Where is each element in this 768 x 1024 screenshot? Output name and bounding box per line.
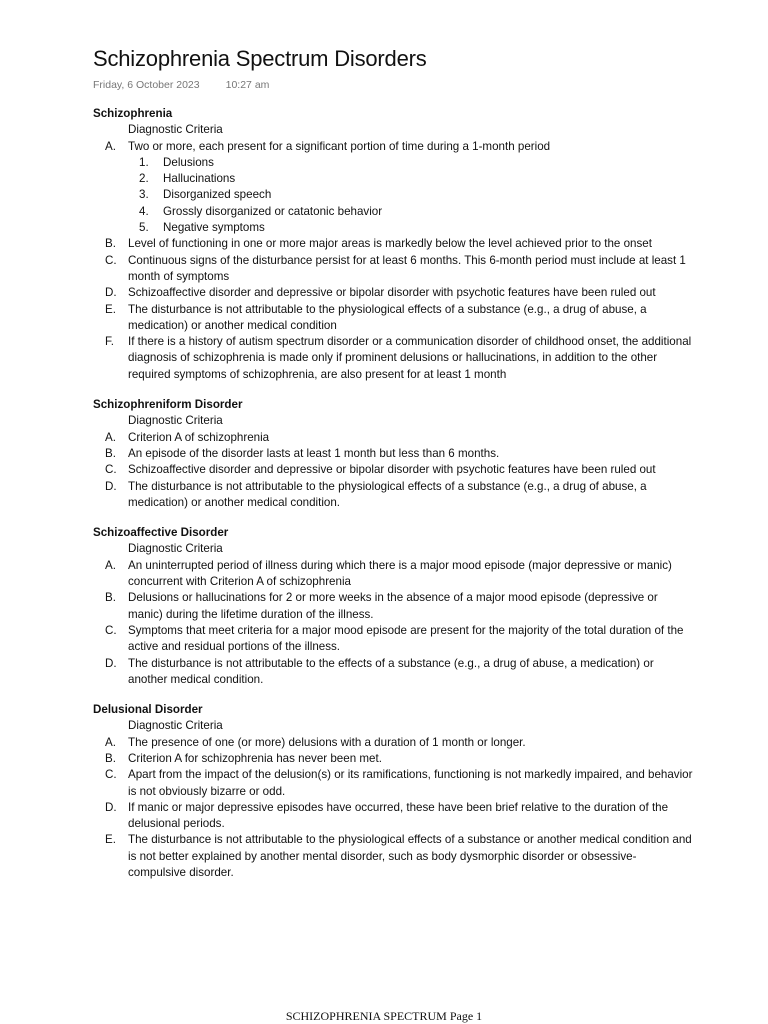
nested-list-marker: 2. [139, 172, 149, 186]
list-marker: B. [105, 751, 116, 765]
list-marker: C. [105, 253, 117, 267]
list-item-text: If manic or major depressive episodes have occurred, these have been brief relative to the duration of the delusional periods. [128, 800, 669, 831]
list-item [93, 751, 693, 767]
list-item-text: Criterion A of schizophrenia [128, 430, 270, 444]
list-marker: C. [105, 623, 117, 637]
section-subheading: Diagnostic Criteria [128, 542, 223, 556]
nested-list-item [93, 220, 693, 236]
nested-list-marker: 4. [139, 204, 149, 218]
section-subheading: Diagnostic Criteria [128, 719, 223, 733]
list-item-text: An uninterrupted period of illness during which there is a major mood episode (major depressive or manic) concurrent with Criterion A of schizophrenia [128, 558, 672, 589]
section [93, 106, 693, 383]
list-marker: F. [105, 335, 115, 349]
list-marker: D. [105, 656, 117, 670]
list-item [93, 479, 693, 512]
list-item-text: Continuous signs of the disturbance persist for at least 6 months. This 6-month period must include at least 1 month of symptoms [128, 253, 686, 283]
list-item [93, 462, 693, 478]
list-item-text: Two or more, each present for a significant portion of time during a 1-month period [128, 139, 551, 153]
list-item [93, 590, 693, 623]
list-item [93, 285, 693, 301]
document-page [93, 44, 693, 881]
section-subheading: Diagnostic Criteria [128, 123, 223, 137]
section [93, 525, 693, 688]
list-marker: B. [105, 237, 116, 251]
list-marker: E. [105, 833, 116, 847]
list-item [93, 139, 693, 155]
list-item-text: Criterion A for schizophrenia has never been met. [128, 751, 382, 765]
nested-list-marker: 3. [139, 188, 149, 202]
list-marker: A. [105, 139, 116, 153]
section-heading: Schizophreniform Disorder [93, 398, 243, 412]
section-heading: Delusional Disorder [93, 703, 203, 717]
list-item [93, 767, 693, 800]
list-item-text: Symptoms that meet criteria for a major mood episode are present for the majority of the total duration of the active and residual portions of the illness. [128, 623, 684, 654]
list-item-text: The disturbance is not attributable to the effects of a substance (e.g., a drug of abuse, a medication) or another medical condition. [128, 656, 654, 686]
nested-list-item-text: Hallucinations [163, 172, 236, 186]
page-meta [93, 78, 693, 92]
page-date: Friday, 6 October 2023 [93, 79, 200, 91]
list-item [93, 236, 693, 252]
list-item [93, 334, 693, 383]
list-item-text: The disturbance is not attributable to the physiological effects of a substance or another medical condition and is not better explained by another mental disorder, such as body dysmorphic disorder or obsessive-compulsive disorder. [128, 833, 692, 880]
list-item [93, 832, 693, 881]
list-marker: E. [105, 302, 116, 316]
list-marker: A. [105, 735, 116, 749]
list-item [93, 558, 693, 591]
list-marker: D. [105, 479, 117, 493]
section-heading: Schizoaffective Disorder [93, 526, 229, 540]
nested-list-item-text: Negative symptoms [163, 221, 265, 235]
nested-list-item-text: Delusions [163, 155, 214, 169]
list-item [93, 735, 693, 751]
list-item-text: Level of functioning in one or more major areas is markedly below the level achieved prior to the onset [128, 237, 652, 251]
list-item-text: Delusions or hallucinations for 2 or more weeks in the absence of a major mood episode (depressive or manic) during the lifetime duration of the illness. [128, 591, 658, 621]
nested-list-marker: 5. [139, 221, 149, 235]
list-item-text: An episode of the disorder lasts at least 1 month but less than 6 months. [128, 446, 500, 460]
list-item [93, 623, 693, 656]
list-item [93, 253, 693, 286]
list-item [93, 656, 693, 689]
list-marker: D. [105, 286, 117, 300]
sections-container [93, 106, 693, 881]
page-time: 10:27 am [225, 79, 270, 91]
section [93, 397, 693, 511]
list-item-text: The disturbance is not attributable to the physiological effects of a substance (e.g., a drug of abuse, a medication) or another medical condition [128, 302, 647, 332]
list-marker: A. [105, 430, 116, 444]
nested-list-item [93, 204, 693, 220]
section-heading: Schizophrenia [93, 107, 173, 120]
section [93, 702, 693, 881]
page-title: Schizophrenia Spectrum Disorders [93, 46, 427, 71]
list-item [93, 302, 693, 335]
list-item [93, 446, 693, 462]
nested-list-item-text: Grossly disorganized or catatonic behavior [163, 204, 383, 218]
list-marker: B. [105, 591, 116, 605]
section-subheading: Diagnostic Criteria [128, 414, 223, 428]
list-marker: D. [105, 800, 117, 814]
list-item-text: Apart from the impact of the delusion(s) or its ramifications, functioning is not markedly impaired, and behavior is not obviously bizarre or odd. [128, 768, 693, 798]
list-item-text: If there is a history of autism spectrum disorder or a communication disorder of childhood onset, the additional diagnosis of schizophrenia is made only if prominent delusions or hallucinations, in addition to the other required symptoms of schizophrenia, are also present for at least 1 month [128, 335, 692, 381]
list-item-text: The disturbance is not attributable to the physiological effects of a substance (e.g., a drug of abuse, a medication) or another medical condition. [128, 479, 647, 509]
nested-list-item [93, 187, 693, 203]
list-item-text: Schizoaffective disorder and depressive or bipolar disorder with psychotic features have been ruled out [128, 463, 656, 477]
list-marker: C. [105, 463, 117, 477]
list-item [93, 430, 693, 446]
list-marker: A. [105, 558, 116, 572]
list-item-text: The presence of one (or more) delusions with a duration of 1 month or longer. [128, 735, 526, 749]
list-marker: B. [105, 446, 116, 460]
page-footer: SCHIZOPHRENIA SPECTRUM Page 1 [285, 1009, 483, 1023]
nested-list-item [93, 155, 693, 171]
nested-list-item-text: Disorganized speech [163, 188, 272, 202]
list-item-text: Schizoaffective disorder and depressive or bipolar disorder with psychotic features have been ruled out [128, 286, 656, 300]
nested-list-marker: 1. [139, 155, 149, 169]
list-marker: C. [105, 768, 117, 782]
nested-list-item [93, 171, 693, 187]
list-item [93, 800, 693, 833]
